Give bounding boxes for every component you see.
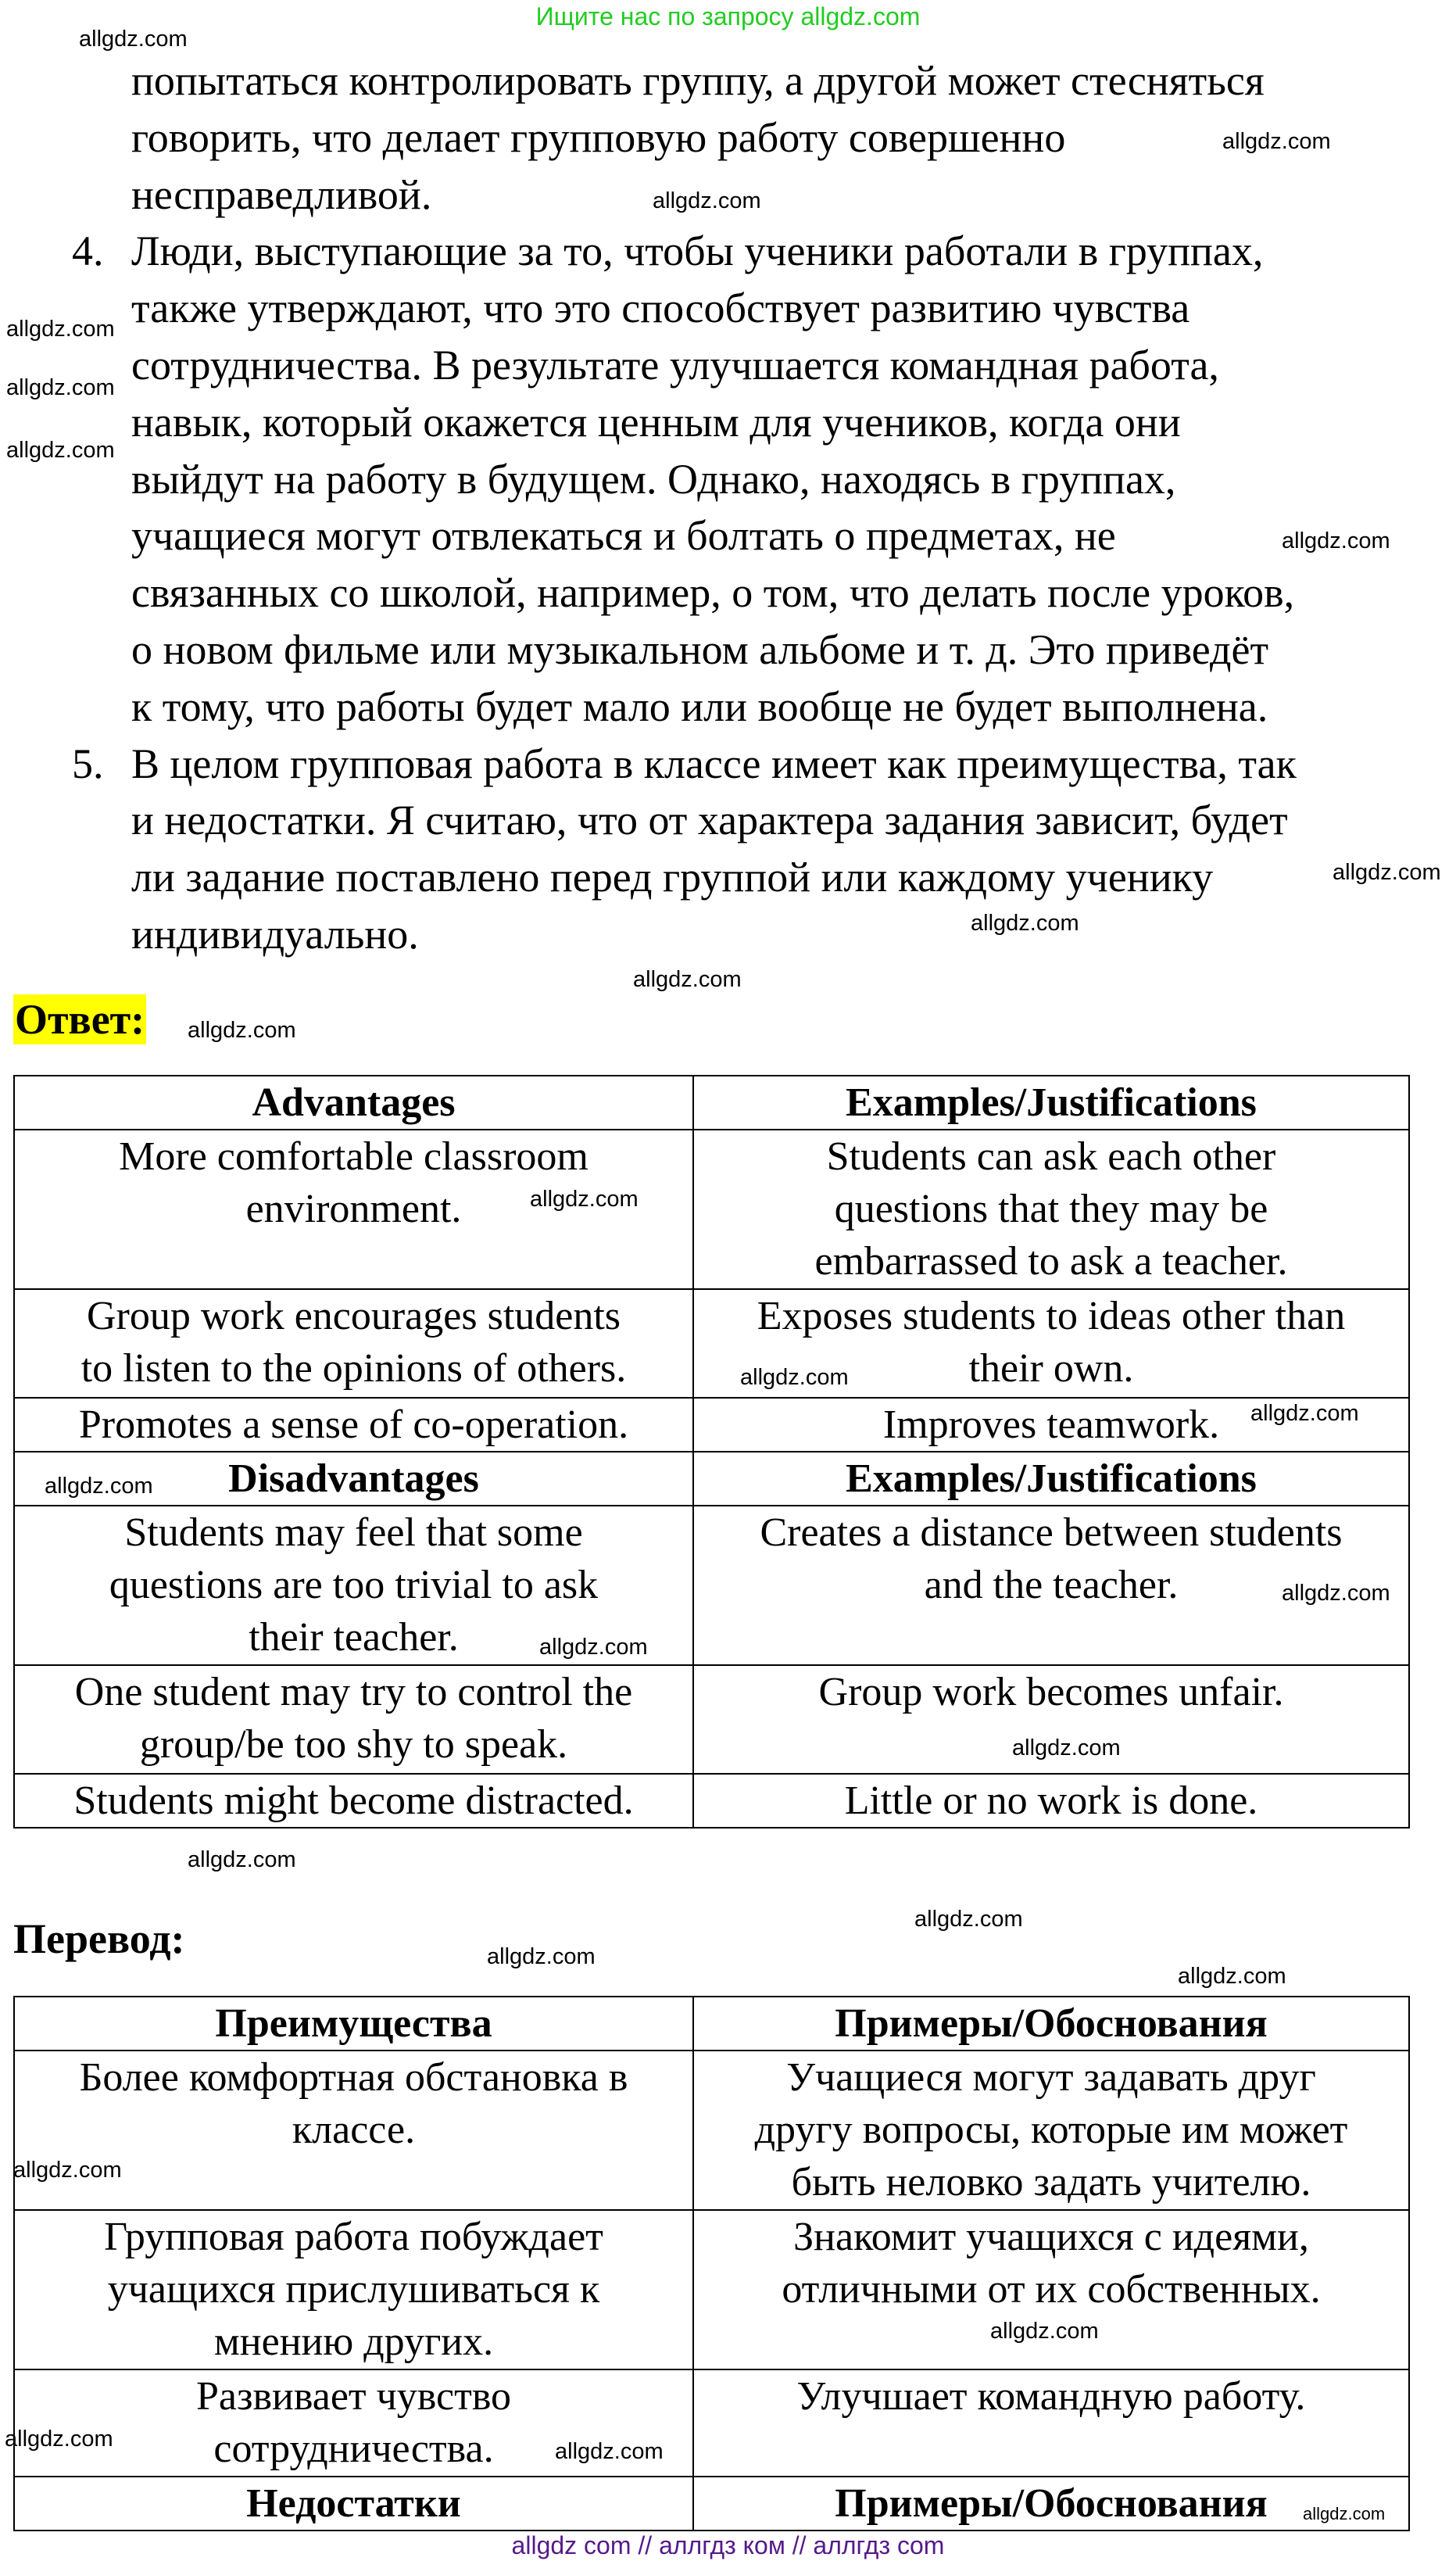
watermark: allgdz.com xyxy=(1012,1735,1121,1760)
table-row xyxy=(14,1130,1409,1289)
watermark: allgdz.com xyxy=(1250,1401,1359,1426)
table-row xyxy=(14,2477,1409,2531)
watermark: allgdz.com xyxy=(653,188,761,213)
watermark: allgdz.com xyxy=(1178,1964,1286,1989)
table-cell: Развивает чувство сотрудничества. xyxy=(14,2369,693,2477)
watermark: allgdz.com xyxy=(188,1847,296,1872)
watermark: allgdz.com xyxy=(1222,129,1331,154)
text-line: также утверждают, что это способствует развитию чувства xyxy=(131,285,1190,332)
text-line: связанных со школой, например, о том, что делать после уроков, xyxy=(131,569,1295,617)
watermark: allgdz.com xyxy=(6,438,115,463)
watermark: allgdz.com xyxy=(530,1187,639,1212)
table-row xyxy=(14,1506,1409,1665)
table-cell: Улучшает командную работу. xyxy=(693,2369,1409,2477)
text-line: о новом фильме или музыкальном альбоме и т. д. Это приведёт xyxy=(131,625,1269,673)
watermark: allgdz.com xyxy=(914,1907,1023,1932)
list-number: 4. xyxy=(72,227,104,275)
table-row xyxy=(14,1076,1409,1130)
table-row xyxy=(14,1452,1409,1506)
table-row xyxy=(14,2369,1409,2477)
advantages-table-ru xyxy=(13,1996,1410,2531)
text-line: выйдут на работу в будущем. Однако, находясь в группах, xyxy=(131,455,1176,503)
advantages-table-en xyxy=(13,1075,1410,1829)
list-number: 5. xyxy=(72,740,104,787)
table-header-cell: Примеры/Обоснования xyxy=(693,2477,1409,2531)
table-row xyxy=(14,1289,1409,1398)
watermark: allgdz.com xyxy=(990,2319,1099,2344)
watermark: allgdz.com xyxy=(1333,860,1441,885)
table-cell: Promotes a sense of co-operation. xyxy=(14,1398,693,1452)
table-cell: Students might become distracted. xyxy=(14,1774,693,1828)
text-line: и недостатки. Я считаю, что от характера задания зависит, будет xyxy=(131,797,1288,844)
table-cell: Group work becomes unfair. xyxy=(693,1665,1409,1774)
table-cell: More comfortable classroom environment. xyxy=(14,1130,693,1289)
table-cell: Group work encourages students to listen to the opinions of others. xyxy=(14,1289,693,1398)
table-cell: Students can ask each other questions that they may be embarrassed to ask a teacher. xyxy=(693,1130,1409,1289)
table-header-cell: Disadvantages xyxy=(14,1452,693,1506)
table-header-cell: Недостатки xyxy=(14,2477,693,2531)
table-header-cell: Advantages xyxy=(14,1076,693,1130)
table-header-cell: Примеры/Обоснования xyxy=(693,1997,1409,2051)
watermark: allgdz.com xyxy=(6,317,115,342)
table-cell: Little or no work is done. xyxy=(693,1774,1409,1828)
watermark: allgdz.com xyxy=(5,2427,113,2452)
table-row xyxy=(14,2210,1409,2369)
text-line: ли задание поставлено перед группой или каждому ученику xyxy=(131,854,1214,901)
table-row xyxy=(14,1774,1409,1828)
watermark: allgdz.com xyxy=(1282,1581,1390,1606)
text-line: несправедливой. xyxy=(131,170,432,218)
table-header-cell: Преимущества xyxy=(14,1997,693,2051)
table-cell: Creates a distance between students and the teacher. xyxy=(693,1506,1409,1665)
text-line: к тому, что работы будет мало или вообще не будет выполнена. xyxy=(131,682,1268,730)
watermark: allgdz.com xyxy=(188,1018,296,1043)
watermark: allgdz.com xyxy=(740,1365,849,1390)
watermark: allgdz.com xyxy=(1303,2504,1386,2523)
text-line: навык, который окажется ценным для учеников, когда они xyxy=(131,398,1181,446)
translation-label: Перевод: xyxy=(13,1915,185,1962)
table-row xyxy=(14,1665,1409,1774)
table-cell: One student may try to control the group/be too shy to speak. xyxy=(14,1665,693,1774)
text-line: индивидуально. xyxy=(131,910,419,958)
text-line: сотрудничества. В результате улучшается командная работа, xyxy=(131,341,1219,389)
table-row xyxy=(14,1398,1409,1452)
table-cell: Students may feel that some questions are too trivial to ask their teacher. xyxy=(14,1506,693,1665)
table-header-cell: Examples/Justifications xyxy=(693,1452,1409,1506)
table-cell: Более комфортная обстановка в классе. xyxy=(14,2051,693,2210)
watermark: allgdz.com xyxy=(555,2439,664,2464)
watermark: allgdz.com xyxy=(6,375,115,400)
table-cell: Знакомит учащихся с идеями, отличными от их собственных. xyxy=(693,2210,1409,2369)
table-cell: Exposes students to ideas other than their own. xyxy=(693,1289,1409,1398)
table-cell: Учащиеся могут задавать друг другу вопросы, которые им может быть неловко задать учителю. xyxy=(693,2051,1409,2210)
answer-label: Ответ: xyxy=(15,996,145,1043)
text-line: 4. Люди, выступающие за то, чтобы ученики работали в группах, xyxy=(0,223,1456,280)
watermark: allgdz.com xyxy=(487,1944,596,1969)
table-cell: Групповая работа побуждает учащихся прислушиваться к мнению других. xyxy=(14,2210,693,2369)
watermark: allgdz.com xyxy=(79,27,188,52)
text-line: 5. В целом групповая работа в классе имеет как преимущества, так xyxy=(0,736,1456,793)
watermark: allgdz.com xyxy=(539,1635,648,1660)
table-cell: Improves teamwork. xyxy=(693,1398,1409,1452)
text-line: говорить, что делает групповую работу совершенно xyxy=(131,113,1066,161)
table-header-cell: Examples/Justifications xyxy=(693,1076,1409,1130)
watermark: allgdz.com xyxy=(971,911,1079,936)
table-row xyxy=(14,1997,1409,2051)
text-line: учащиеся могут отвлекаться и болтать о предметах, не xyxy=(131,512,1116,560)
watermark: allgdz.com xyxy=(1282,528,1390,553)
watermark: allgdz.com xyxy=(45,1474,153,1499)
watermark: allgdz.com xyxy=(633,967,742,992)
table-row xyxy=(14,2051,1409,2210)
watermark: allgdz.com xyxy=(13,2158,122,2183)
search-hint-banner: Ищите нас по запросу allgdz.com xyxy=(535,2,921,30)
text-line: попытаться контролировать группу, а другой может стесняться xyxy=(131,57,1265,104)
footer-links: allgdz com // аллгдз ком // аллгдз com xyxy=(511,2531,945,2559)
